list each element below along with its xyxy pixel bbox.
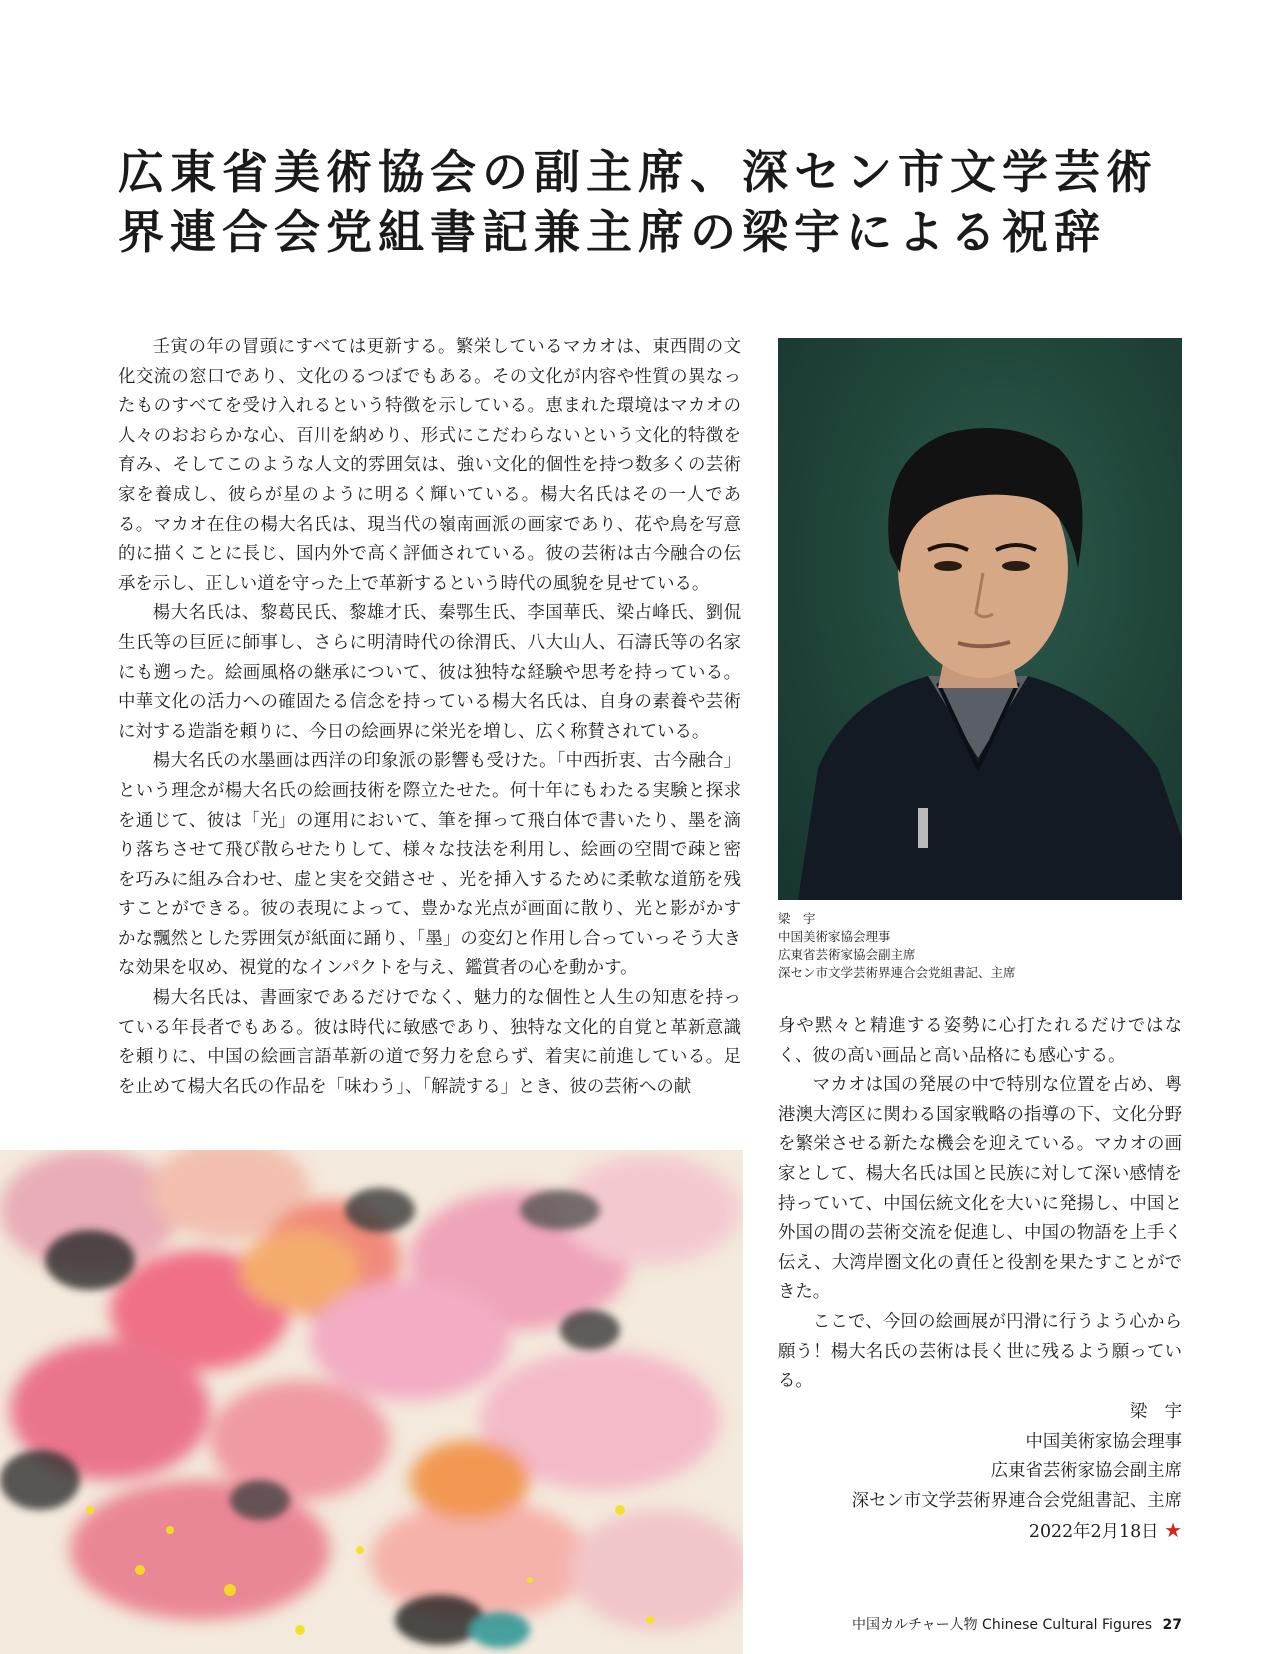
- paragraph-3: 楊大名氏の水墨画は西洋の印象派の影響も受けた。「中西折衷、古今融合」という理念が楊大名氏の絵画技術を際立たせた。何十年にもわたる実験と探求を通じて、彼は「光」の運用において、筆を揮って飛白体で書いたり、墨を滴り落ちさせて飛び散らせたりして、様々な技法を利用し、絵画の空間で疎と密を巧みに組み合わせ、虚と実を交錯させ 、光を挿入するために柔軟な道筋を残すことができる。彼の表現によって、豊かな光点が画面に散り、光と影がかすかな飄然とした雰囲気が紙面に踊り、「墨」の変幻と作用し合っていっそう大きな効果を収め、視覚的なインパクトを与え、鑑賞者の心を動かす。: [118, 751, 741, 979]
- paragraph-5: マカオは国の発展の中で特別な位置を占め、粤港澳大湾区に関わる国家戦略の指導の下、文化分野を繁栄させる新たな機会を迎えている。マカオの画家として、楊大名氏は国と民族に対して深い感情を持っていて、中国伝統文化を大いに発揚し、中国と外国の間の芸術交流を促進し、中国の物語を上手く伝え、大湾岸圏文化の責任と役割を果たすことができた。: [778, 1075, 1182, 1303]
- painting-illustration: [0, 1150, 743, 1654]
- body-column-left: [118, 333, 741, 1102]
- signature-title-3: 深セン市文学芸術界連合会党組書記、主席: [851, 1490, 1182, 1511]
- paragraph-1: 壬寅の年の冒頭にすべては更新する。繁栄しているマカオは、東西間の文化交流の窓口であり、文化のるつぼでもある。その文化が内容や性質の異なったものすべてを受け入れるという特徴を示している。恵まれた環境はマカオの人々のおおらかな心、百川を納めり、形式にこだわらないという文化的特徴を育み、そしてこのような人文的雰囲気は、強い文化的個性を持つ数多くの芸術家を養成し、彼らが星のように明るく輝いている。楊大名氏はその一人である。マカオ在住の楊大名氏は、現当代の嶺南画派の画家であり、花や鳥を写意的に描くことに長じ、国内外で高く評価されている。彼の芸術は古今融合の伝承を示し、正しい道を守った上で革新するという時代の風貌を見せている。: [118, 337, 741, 594]
- paragraph-4-continued: 身や黙々と精進する姿勢に心打たれるだけではなく、彼の高い画品と高い品格にも感心する。: [778, 1016, 1182, 1066]
- portrait-illustration: [778, 338, 1182, 900]
- photo-caption: [778, 910, 1182, 982]
- signature-block: [778, 1398, 1182, 1548]
- page-number: 27: [1162, 1617, 1182, 1633]
- title-line-2: 界連合会党組書記兼主席の梁宇による祝辞: [118, 205, 1106, 259]
- caption-name: 梁 宇: [778, 911, 816, 926]
- portrait-photo: [778, 338, 1182, 900]
- caption-line-3: 深セン市文学芸術界連合会党組書記、主席: [778, 965, 1016, 980]
- title-line-1: 広東省美術協会の副主席、深セン市文学芸術: [118, 145, 1158, 199]
- caption-line-1: 中国美術家協会理事: [778, 929, 891, 944]
- signature-date: 2022年2月18日: [1028, 1522, 1159, 1543]
- caption-line-2: 広東省芸術家協会副主席: [778, 947, 916, 962]
- ink-painting: [0, 1150, 743, 1654]
- paragraph-4: 楊大名氏は、書画家であるだけでなく、魅力的な個性と人生の知恵を持っている年長者でもある。彼は時代に敏感であり、独特な文化的自覚と革新意識を頼りに、中国の絵画言語革新の道で努力を怠らず、着実に前進している。足を止めて楊大名氏の作品を「味わう」、「解読する」とき、彼の芸術への献: [118, 988, 741, 1097]
- article-title: [118, 142, 1198, 262]
- paragraph-6: ここで、今回の絵画展が円滑に行うよう心から願う！楊大名氏の芸術は長く世に残るよう願っている。: [778, 1311, 1182, 1392]
- signature-date-line: [778, 1516, 1182, 1548]
- signature-name: 梁 宇: [1129, 1402, 1182, 1422]
- footer-publication: 中国カルチャー人物 Chinese Cultural Figures: [852, 1617, 1153, 1633]
- signature-title-1: 中国美術家協会理事: [1025, 1431, 1182, 1452]
- signature-title-2: 広東省芸術家協会副主席: [990, 1461, 1182, 1482]
- star-icon: ★: [1164, 1518, 1182, 1543]
- page-footer: [852, 1614, 1182, 1634]
- body-column-right: [778, 1012, 1182, 1397]
- paragraph-2: 楊大名氏は、黎葛民氏、黎雄才氏、秦鄂生氏、李国華氏、梁占峰氏、劉侃生氏等の巨匠に師事し、さらに明清時代の徐渭氏、八大山人、石濤氏等の名家にも遡った。絵画風格の継承について、彼は独特な経験や思考を持っている。中華文化の活力への確固たる信念を持っている楊大名氏は、自身の素養や芸術に対する造詣を頼りに、今日の絵画界に栄光を増し、広く称賛されている。: [118, 603, 741, 742]
